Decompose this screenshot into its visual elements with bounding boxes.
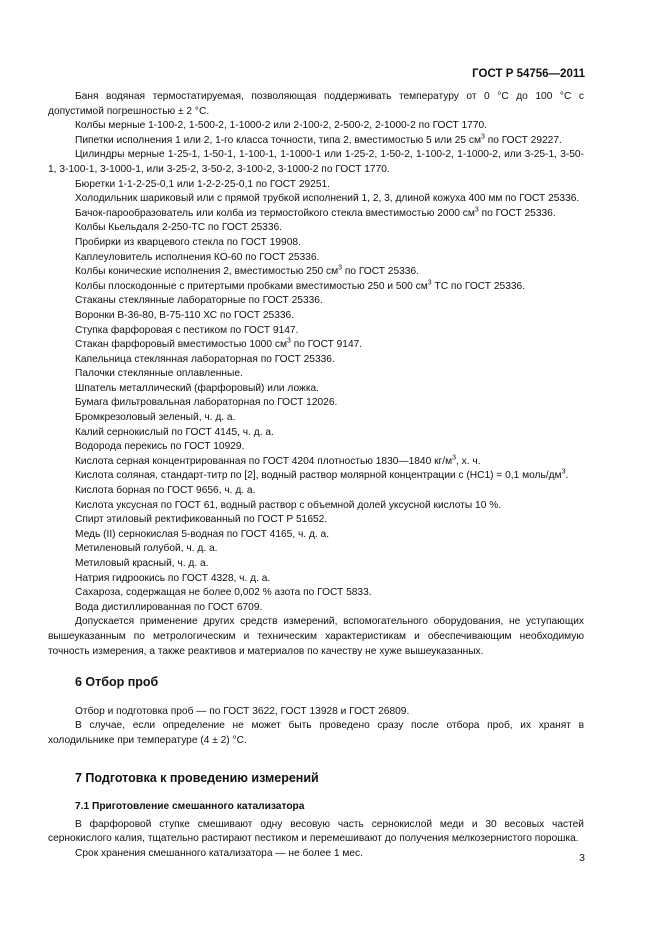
paragraph: В случае, если определение не может быть проведено сразу после отбора проб, их хранят в холодильнике при температуре (4 ± 2) °С.: [48, 720, 584, 746]
list-item: Стаканы стеклянные лабораторные по ГОСТ 25336.: [75, 295, 323, 307]
list-item: Пипетки исполнения 1 или 2, 1-го класса точности, типа 2, вместимостью 5 или 25 $см^3$ по ГОСТ 29227.: [75, 133, 562, 146]
list-item: Кислота серная концентрированная по ГОСТ 4204 плотностью 1830—1840 $кг/м^3$, х. ч.: [75, 454, 481, 467]
section-7-title: 7 Подготовка к проведению измерений: [75, 770, 319, 785]
list-item: Колбы мерные 1-100-2, 1-500-2, 1-1000-2 или 2-100-2, 2-500-2, 2-1000-2 по ГОСТ 1770.: [75, 120, 488, 132]
subsection-7-1-title: 7.1 Приготовление смешанного катализатора: [75, 801, 305, 813]
list-item: Бачок-парообразователь или колба из термостойкого стекла вместимостью 2000 $см^3$ по ГОСТ 25336.: [75, 206, 556, 219]
document-code: ГОСТ Р 54756—2011: [472, 68, 585, 80]
list-item: Сахароза, содержащая не более 0,002 % азота по ГОСТ 5833.: [75, 587, 372, 599]
section-6-title: 6 Отбор проб: [75, 675, 159, 690]
list-item: Пробирки из кварцевого стекла по ГОСТ 19908.: [75, 236, 301, 248]
equipment-list: [48, 90, 584, 659]
list-item: Кислота соляная, стандарт-титр по [2], водный раствор молярной концентрации с (НС1) = 0,1 моль/$дм^3$.: [75, 469, 569, 482]
list-item: Цилиндры мерные 1-25-1, 1-50-1, 1-100-1, 1-1000-1 или 1-25-2, 1-50-2, 1-100-2, 1-1000-2, или 3-25-1, 3-50-1, 3-100-1, 3-1000-1, или 3-25-2, 3-50-2, 3-100-2, 3-1000-2 по ГОСТ 1770.: [48, 149, 584, 175]
list-item: Каплеуловитель исполнения КО-60 по ГОСТ 25336.: [75, 251, 320, 263]
list-item: Кислота уксусная по ГОСТ 61, водный раствор с объемной долей уксусной кислоты 10 %.: [75, 499, 502, 511]
list-item: Бюретки 1-1-2-25-0,1 или 1-2-2-25-0,1 по ГОСТ 29251.: [75, 178, 331, 190]
list-item: Бромкрезоловый зеленый, ч. д. а.: [75, 412, 236, 424]
list-item: Кислота борная по ГОСТ 9656, ч. д. а.: [75, 485, 256, 497]
list-item: Ступка фарфоровая с пестиком по ГОСТ 9147.: [75, 324, 299, 336]
list-item: Метиловый красный, ч. д. а.: [75, 558, 209, 569]
list-item: Спирт этиловый ректификованный по ГОСТ Р 51652.: [75, 514, 328, 526]
list-item: Медь (II) сернокислая 5-водная по ГОСТ 4165, ч. д. а.: [75, 528, 330, 540]
list-item: Калий сернокислый по ГОСТ 4145, ч. д. а.: [75, 426, 274, 438]
page-content: [48, 90, 584, 862]
paragraph: В фарфоровой ступке смешивают одну весовую часть сернокислой меди и 30 весовых частей сернокислого калия, тщательно растирают пестиком и перемешивают до получения мелкозернистого порошка.: [48, 818, 584, 845]
list-item: Метиленовый голубой, ч. д. а.: [75, 543, 218, 555]
list-item: Холодильник шариковый или с прямой трубкой исполнений 1, 2, 3, длиной кожуха 400 мм по ГОСТ 25336.: [75, 193, 580, 205]
list-item: Стакан фарфоровый вместимостью 1000 $см^3$ по ГОСТ 9147.: [75, 337, 363, 351]
list-item: Натрия гидроокись по ГОСТ 4328, ч. д. а.: [75, 572, 271, 584]
list-item: Допускается применение других средств измерений, вспомогательного оборудования, не уступающих вышеуказанным по метрологическим и техническим характеристикам и обеспечивающим необходимую точность измерения, а также реактивов и материалов по качеству не хуже вышеуказанных.: [48, 616, 584, 657]
list-item: Вода дистиллированная по ГОСТ 6709.: [75, 601, 263, 613]
list-item: Колбы плоскодонные с притертыми пробками вместимостью 250 и 500 $см^3$ ТС по ГОСТ 25336.: [75, 279, 526, 292]
page-number: 3: [579, 852, 585, 864]
list-item: Колбы Кьельдаля 2-250-ТС по ГОСТ 25336.: [75, 222, 283, 234]
list-item: Колбы конические исполнения 2, вместимостью 250 $см^3$ по ГОСТ 25336.: [75, 264, 419, 278]
list-item: Воронки В-36-80, В-75-110 ХС по ГОСТ 25336.: [75, 309, 295, 321]
list-item: Водорода перекись по ГОСТ 10929.: [75, 441, 245, 453]
paragraph: Отбор и подготовка проб — по ГОСТ 3622, ГОСТ 13928 и ГОСТ 26809.: [75, 705, 410, 717]
list-item: Шпатель металлический (фарфоровый) или ложка.: [75, 382, 320, 394]
paragraph: Срок хранения смешанного катализатора — не более 1 мес.: [75, 847, 363, 859]
list-item: Палочки стеклянные оплавленные.: [75, 368, 243, 380]
list-item: Бумага фильтровальная лабораторная по ГОСТ 12026.: [75, 397, 338, 409]
list-item: Баня водяная термостатируемая, позволяющая поддерживать температуру от 0 °С до 100 °С с допустимой погрешностью ± 2 °С.: [48, 91, 584, 117]
list-item: Капельница стеклянная лабораторная по ГОСТ 25336.: [75, 353, 335, 365]
